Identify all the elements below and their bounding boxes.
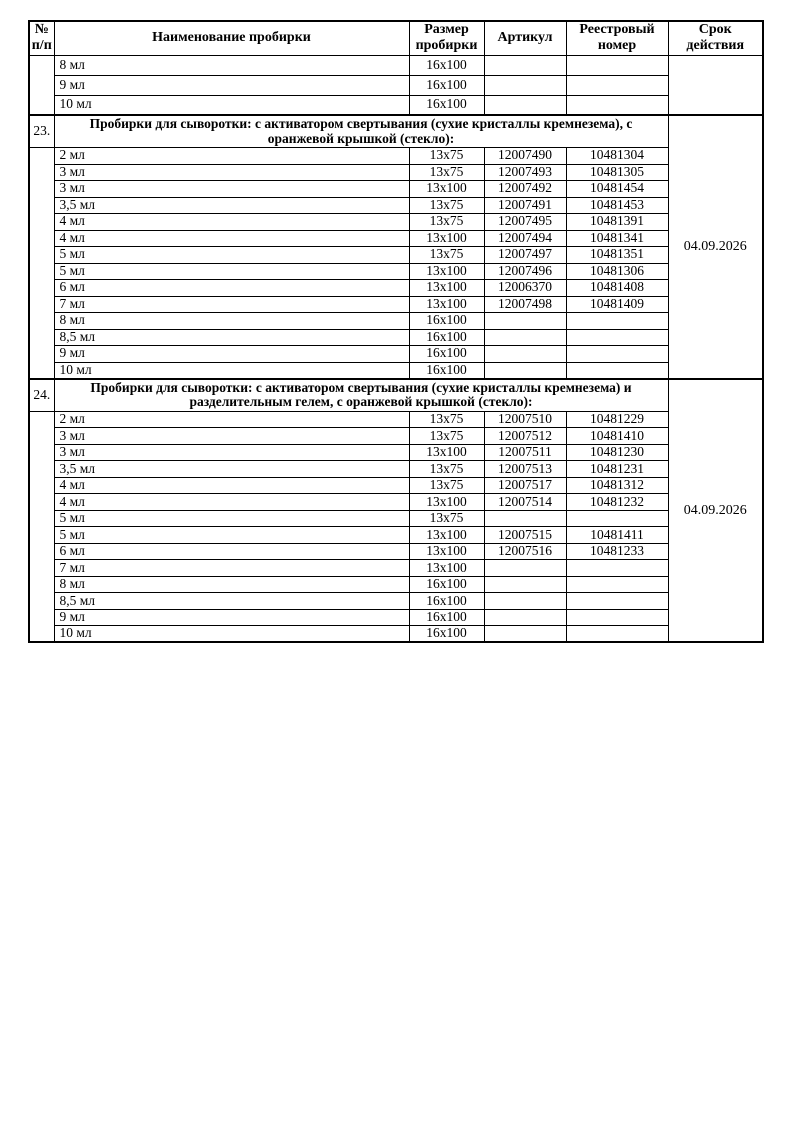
tube-name: 10 мл <box>54 362 409 379</box>
tube-size: 13x75 <box>409 411 484 428</box>
table-row <box>29 543 763 560</box>
section-header-row <box>29 379 763 412</box>
table-row <box>29 263 763 280</box>
article-number: 12007495 <box>484 214 566 231</box>
tube-size: 13x75 <box>409 164 484 181</box>
article-number: 12007514 <box>484 494 566 511</box>
registry-number: 10481231 <box>566 461 668 478</box>
tube-size: 16x100 <box>409 95 484 115</box>
article-number <box>484 576 566 593</box>
article-number: 12007513 <box>484 461 566 478</box>
tube-name: 3 мл <box>54 444 409 461</box>
tube-name: 7 мл <box>54 560 409 577</box>
col-header-validity: Срок действия <box>668 21 763 55</box>
table-row <box>29 609 763 626</box>
tube-name: 5 мл <box>54 247 409 264</box>
tube-products-table <box>28 20 764 643</box>
table-row <box>29 411 763 428</box>
table-row <box>29 296 763 313</box>
tube-size: 13x75 <box>409 510 484 527</box>
table-row <box>29 494 763 511</box>
tube-name: 8 мл <box>54 313 409 330</box>
table-row <box>29 313 763 330</box>
tube-name: 4 мл <box>54 214 409 231</box>
table-row <box>29 346 763 363</box>
tube-size: 13x100 <box>409 263 484 280</box>
section-number: 23. <box>29 115 54 148</box>
registry-number <box>566 329 668 346</box>
registry-number: 10481230 <box>566 444 668 461</box>
tube-size: 13x75 <box>409 477 484 494</box>
section-header-row <box>29 115 763 148</box>
tube-size: 13x100 <box>409 560 484 577</box>
tube-size: 13x100 <box>409 527 484 544</box>
tube-name: 10 мл <box>54 626 409 643</box>
article-number <box>484 609 566 626</box>
article-number: 12007515 <box>484 527 566 544</box>
table-row <box>29 510 763 527</box>
table-row <box>29 477 763 494</box>
tube-name: 5 мл <box>54 263 409 280</box>
tube-name: 3 мл <box>54 164 409 181</box>
registry-number <box>566 346 668 363</box>
tube-name: 2 мл <box>54 148 409 165</box>
table-row <box>29 362 763 379</box>
article-number: 12006370 <box>484 280 566 297</box>
col-header-registry: Реестровый номер <box>566 21 668 55</box>
tube-size: 13x75 <box>409 461 484 478</box>
tube-size: 16x100 <box>409 626 484 643</box>
tube-name: 5 мл <box>54 510 409 527</box>
table-row <box>29 626 763 643</box>
registry-number: 10481312 <box>566 477 668 494</box>
tube-size: 13x75 <box>409 214 484 231</box>
registry-number <box>566 576 668 593</box>
col-header-tube-size: Размер пробирки <box>409 21 484 55</box>
article-number: 12007512 <box>484 428 566 445</box>
tube-size: 13x100 <box>409 296 484 313</box>
article-number <box>484 95 566 115</box>
table-row <box>29 280 763 297</box>
validity-date: 04.09.2026 <box>668 115 763 379</box>
tube-size: 13x75 <box>409 148 484 165</box>
article-number <box>484 593 566 610</box>
registry-number: 10481453 <box>566 197 668 214</box>
registry-number: 10481391 <box>566 214 668 231</box>
tube-name: 3 мл <box>54 181 409 198</box>
article-number: 12007496 <box>484 263 566 280</box>
article-number <box>484 362 566 379</box>
table-row <box>29 230 763 247</box>
registry-number: 10481409 <box>566 296 668 313</box>
section-number: 24. <box>29 379 54 412</box>
section-title: Пробирки для сыворотки: с активатором свертывания (сухие кристаллы кремнезема), с оранжевой крышкой (стекло): <box>54 115 668 148</box>
col-header-row-number: № п/п <box>29 21 54 55</box>
article-number <box>484 626 566 643</box>
tube-name: 8 мл <box>54 55 409 75</box>
tube-name: 3,5 мл <box>54 197 409 214</box>
article-number <box>484 560 566 577</box>
article-number <box>484 55 566 75</box>
table-row <box>29 560 763 577</box>
registry-number <box>566 362 668 379</box>
table-row <box>29 593 763 610</box>
tube-size: 16x100 <box>409 313 484 330</box>
tube-size: 13x75 <box>409 428 484 445</box>
tube-name: 10 мл <box>54 95 409 115</box>
tube-size: 16x100 <box>409 346 484 363</box>
table-row <box>29 164 763 181</box>
validity-date: 04.09.2026 <box>668 379 763 643</box>
table-row <box>29 214 763 231</box>
tube-size: 13x100 <box>409 444 484 461</box>
tube-size: 16x100 <box>409 329 484 346</box>
table-row <box>29 75 763 95</box>
registry-number: 10481454 <box>566 181 668 198</box>
registry-number: 10481306 <box>566 263 668 280</box>
article-number: 12007492 <box>484 181 566 198</box>
registry-number <box>566 560 668 577</box>
registry-number <box>566 626 668 643</box>
registry-number: 10481229 <box>566 411 668 428</box>
table-row <box>29 527 763 544</box>
tube-name: 8 мл <box>54 576 409 593</box>
article-number: 12007491 <box>484 197 566 214</box>
tube-size: 13x100 <box>409 280 484 297</box>
registry-number: 10481351 <box>566 247 668 264</box>
tube-size: 13x100 <box>409 230 484 247</box>
tube-name: 9 мл <box>54 346 409 363</box>
table-row <box>29 181 763 198</box>
tube-name: 4 мл <box>54 230 409 247</box>
table-row <box>29 444 763 461</box>
tube-size: 16x100 <box>409 593 484 610</box>
tube-size: 16x100 <box>409 576 484 593</box>
registry-number: 10481233 <box>566 543 668 560</box>
registry-number: 10481305 <box>566 164 668 181</box>
article-number <box>484 329 566 346</box>
table-row <box>29 55 763 75</box>
tube-name: 9 мл <box>54 75 409 95</box>
tube-name: 6 мл <box>54 543 409 560</box>
tube-name: 8,5 мл <box>54 593 409 610</box>
article-number: 12007490 <box>484 148 566 165</box>
tube-size: 13x75 <box>409 247 484 264</box>
tube-name: 8,5 мл <box>54 329 409 346</box>
article-number: 12007516 <box>484 543 566 560</box>
tube-name: 3,5 мл <box>54 461 409 478</box>
tube-size: 13x100 <box>409 494 484 511</box>
validity-date-empty <box>668 55 763 115</box>
tube-size: 16x100 <box>409 362 484 379</box>
tube-size: 13x75 <box>409 197 484 214</box>
tube-name: 4 мл <box>54 477 409 494</box>
registry-number <box>566 510 668 527</box>
table-row <box>29 329 763 346</box>
registry-number <box>566 313 668 330</box>
registry-number <box>566 95 668 115</box>
section-number-cell-empty <box>29 411 54 642</box>
registry-number: 10481304 <box>566 148 668 165</box>
article-number: 12007510 <box>484 411 566 428</box>
article-number: 12007498 <box>484 296 566 313</box>
article-number: 12007493 <box>484 164 566 181</box>
registry-number: 10481411 <box>566 527 668 544</box>
tube-size: 13x100 <box>409 181 484 198</box>
tube-name: 9 мл <box>54 609 409 626</box>
article-number: 12007494 <box>484 230 566 247</box>
article-number <box>484 510 566 527</box>
table-row <box>29 428 763 445</box>
article-number <box>484 75 566 95</box>
tube-name: 4 мл <box>54 494 409 511</box>
col-header-tube-name: Наименование пробирки <box>54 21 409 55</box>
tube-size: 13x100 <box>409 543 484 560</box>
registry-number <box>566 55 668 75</box>
tube-name: 5 мл <box>54 527 409 544</box>
table-row <box>29 197 763 214</box>
table-row <box>29 461 763 478</box>
article-number <box>484 313 566 330</box>
table-header-row <box>29 21 763 55</box>
section-number-cell-empty <box>29 148 54 379</box>
tube-name: 6 мл <box>54 280 409 297</box>
article-number: 12007497 <box>484 247 566 264</box>
registry-number <box>566 593 668 610</box>
table-row <box>29 247 763 264</box>
tube-name: 2 мл <box>54 411 409 428</box>
col-header-article: Артикул <box>484 21 566 55</box>
registry-number <box>566 75 668 95</box>
article-number: 12007511 <box>484 444 566 461</box>
tube-name: 7 мл <box>54 296 409 313</box>
section-title: Пробирки для сыворотки: с активатором свертывания (сухие кристаллы кремнезема) и разделительным гелем, с оранжевой крышкой (стекло): <box>54 379 668 412</box>
registry-number: 10481410 <box>566 428 668 445</box>
registry-number: 10481408 <box>566 280 668 297</box>
registry-number: 10481232 <box>566 494 668 511</box>
section-number-cell-empty <box>29 55 54 115</box>
registry-number: 10481341 <box>566 230 668 247</box>
table-row <box>29 148 763 165</box>
article-number <box>484 346 566 363</box>
tube-name: 3 мл <box>54 428 409 445</box>
table-row <box>29 95 763 115</box>
article-number: 12007517 <box>484 477 566 494</box>
tube-size: 16x100 <box>409 75 484 95</box>
table-row <box>29 576 763 593</box>
tube-size: 16x100 <box>409 609 484 626</box>
tube-size: 16x100 <box>409 55 484 75</box>
registry-number <box>566 609 668 626</box>
